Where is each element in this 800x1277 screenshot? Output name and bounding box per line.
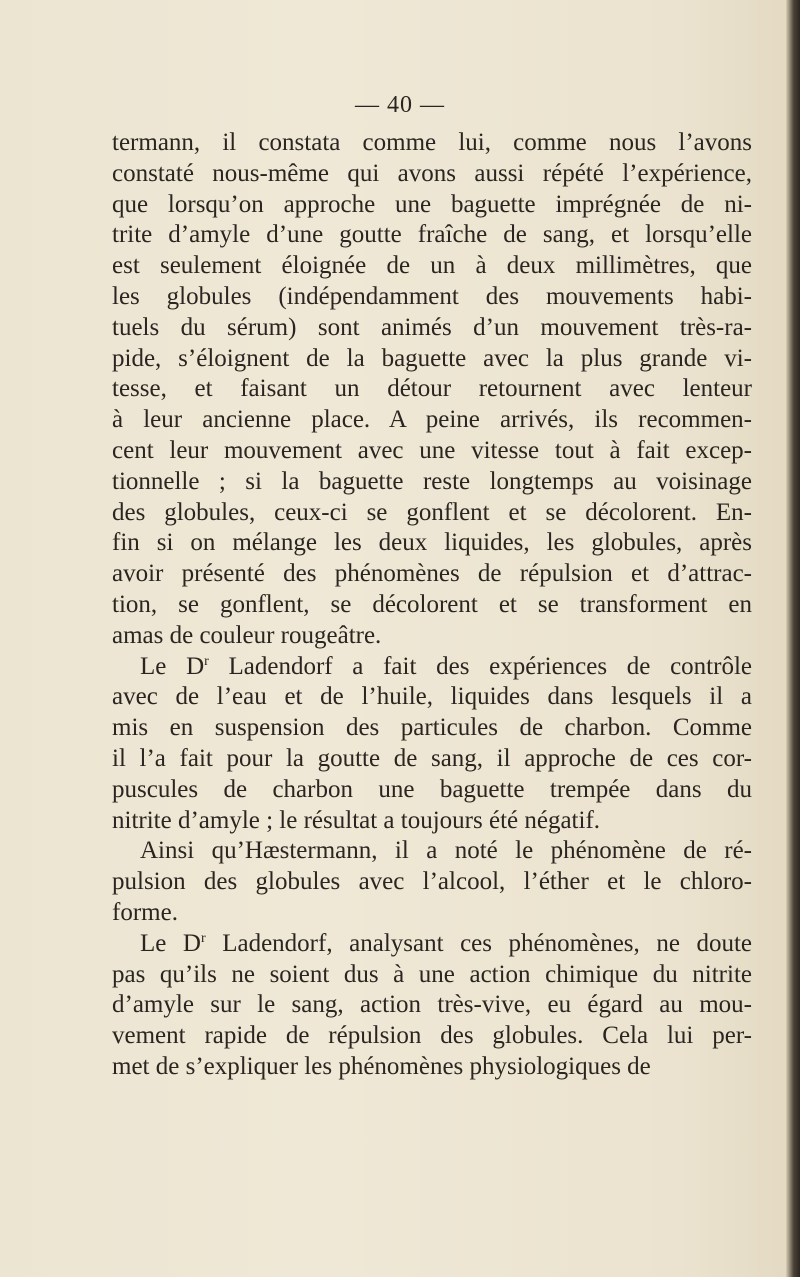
text-line: il l’a fait pour la goutte de sang, il approche de ces cor-: [112, 744, 752, 772]
text-line: que lorsqu’on approche une baguette imprégnée de ni-: [112, 190, 752, 218]
text-line: les globules (indépendamment des mouvements habi-: [112, 282, 752, 310]
text-line: tion, se gonflent, se décolorent et se transforment en: [112, 590, 752, 618]
text-line: des globules, ceux-ci se gonflent et se décolorent. En-: [112, 498, 752, 526]
text-line: à leur ancienne place. A peine arrivés, ils recommen-: [112, 406, 752, 434]
text-line: Le $D^r$ Ladendorf a fait des expériences de contrôle: [140, 652, 752, 680]
text-line: pas qu’ils ne soient dus à une action chimique du nitrite: [112, 960, 752, 988]
text-line: vement rapide de répulsion des globules. Cela lui per-: [112, 1022, 752, 1050]
text-line: met de s’expliquer les phénomènes physiologiques de: [112, 1052, 651, 1080]
text-line: Ainsi qu’Hæstermann, il a noté le phénomène de ré-: [140, 837, 752, 865]
page-number: — 40 —: [355, 92, 445, 118]
text-line: constaté nous-même qui avons aussi répété l’expérience,: [112, 159, 752, 187]
text-line: nitrite d’amyle ; le résultat a toujours été négatif.: [112, 806, 601, 834]
text-line: avoir présenté des phénomènes de répulsion et d’attrac-: [112, 560, 752, 588]
text-line: mis en suspension des particules de charbon. Comme: [112, 714, 752, 742]
text-line: fin si on mélange les deux liquides, les globules, après: [112, 529, 752, 557]
text-line: amas de couleur rougeâtre.: [112, 621, 382, 649]
text-line: tuels du sérum) sont animés d’un mouvement très-ra-: [112, 313, 752, 341]
text-line: est seulement éloignée de un à deux millimètres, que: [112, 252, 752, 280]
text-line: puscules de charbon une baguette trempée dans du: [112, 775, 752, 803]
body-text: [112, 128, 752, 1083]
text-line: tesse, et faisant un détour retournent avec lenteur: [112, 375, 752, 403]
text-line: cent leur mouvement avec une vitesse tout à fait excep-: [112, 436, 752, 464]
text-line: termann, il constata comme lui, comme nous l’avons: [112, 129, 752, 156]
text-line: trite d’amyle d’une goutte fraîche de sang, et lorsqu’elle: [112, 221, 752, 249]
text-line: pulsion des globules avec l’alcool, l’éther et le chloro-: [112, 868, 752, 896]
text-line: tionnelle ; si la baguette reste longtemps au voisinage: [112, 467, 752, 495]
text-line: avec de l’eau et de l’huile, liquides dans lesquels il a: [112, 683, 752, 711]
text-line: forme.: [112, 898, 178, 926]
page-edge-shadow: [786, 0, 800, 1277]
text-line: pide, s’éloignent de la baguette avec la plus grande vi-: [112, 344, 752, 372]
text-line: d’amyle sur le sang, action très-vive, eu égard au mou-: [112, 991, 752, 1019]
text-line: Le $D^r$ Ladendorf, analysant ces phénomènes, ne doute: [140, 929, 753, 957]
